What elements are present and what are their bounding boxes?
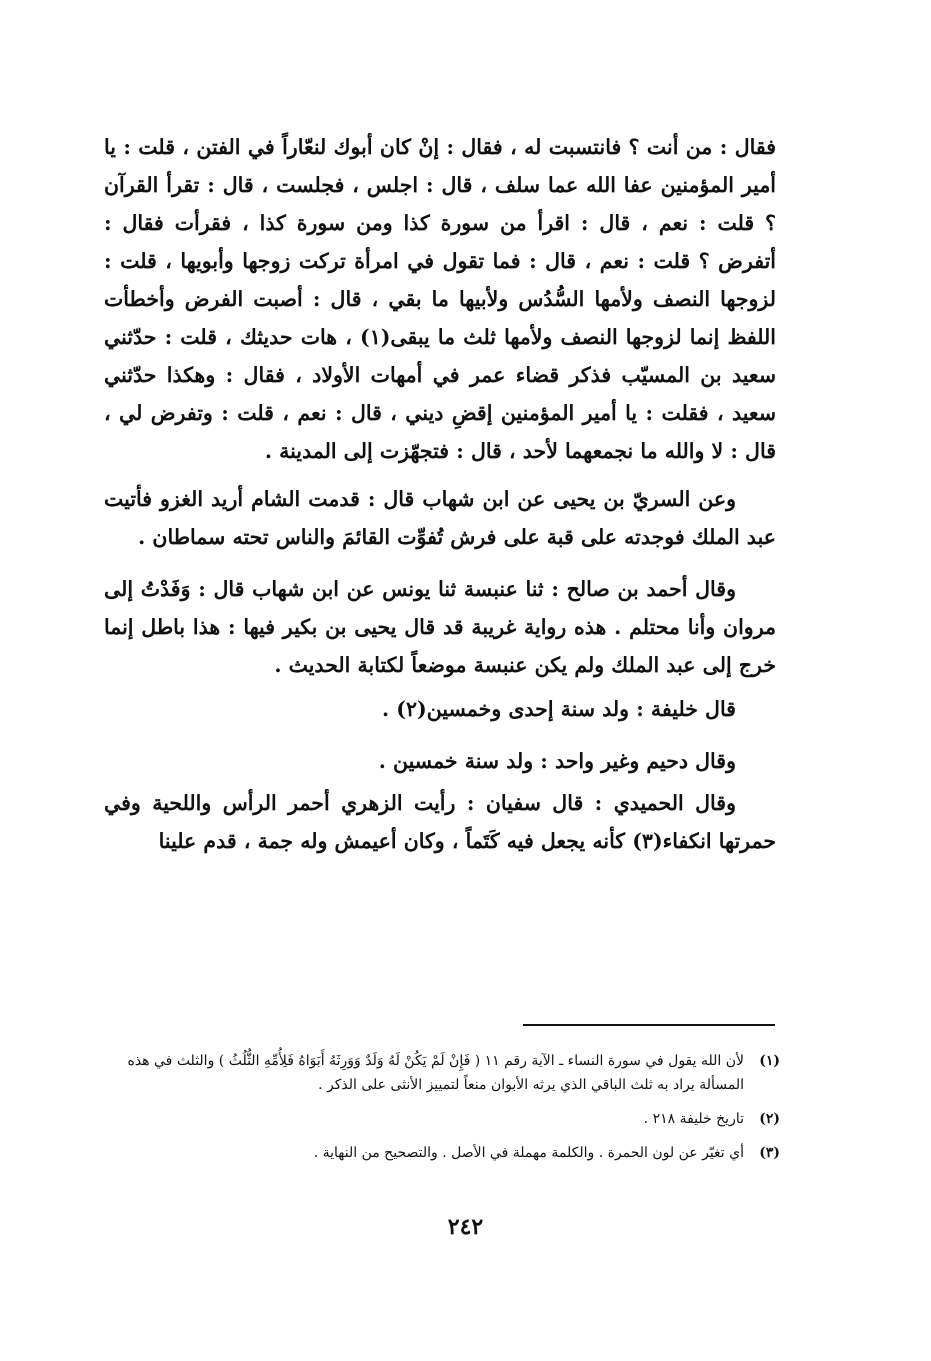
paragraph-3: وقال أحمد بن صالح : ثنا عنبسة ثنا يونس عن ابن شهاب قال : وَفَدْتُ إلى مروان وأنا محتلم . هذه رواية غريبة قد قال يحيى بن بكير فيها : هذا باطل إنما خرج إلى عبد الملك ولم يكن عنبسة موضعاً لكتابة الحديث . (104, 577, 776, 677)
footnote-text: تاريخ خليفة ٢١٨ . (643, 1111, 744, 1127)
footnote-divider (523, 1024, 775, 1026)
footnote-2 (104, 1107, 780, 1131)
footnote-number: (٣) (759, 1145, 780, 1161)
footnotes (104, 1049, 780, 1175)
paragraph-1: فقال : من أنت ؟ فانتسبت له ، فقال : إنْ كان أبوك لنعّاراً في الفتن ، قلت : يا أمير المؤمنين عفا الله عما سلف ، قال : اجلس ، فجلست ، قال : تقرأ القرآن ؟ قلت : نعم ، قال : اقرأ من سورة كذا ومن سورة كذا ، فقرأت فقال : أتفرض ؟ قلت : نعم ، قال : فما تقول في امرأة تركت زوجها وأبويها ، قلت : لزوجها النصف ولأمها السُّدُس ولأبيها ما بقي ، قال : أصبت الفرض وأخطأت اللفظ إنما لزوجها النصف ولأمها ثلث ما يبقى(١) ، هات حديثك ، قلت : حدّثني سعيد بن المسيّب فذكر قضاء عمر في أمهات الأولاد ، فقال : وهكذا حدّثني سعيد ، فقلت : يا أمير المؤمنين إقضِ ديني ، قال : نعم ، قلت : وتفرض لي ، قال : لا والله ما نجمعهما لأحد ، قال : فتجهّزت إلى المدينة . (104, 135, 776, 463)
footnote-text: أي تغيّر عن لون الحمرة . والكلمة مهملة في الأصل . والتصحيح من النهاية . (313, 1145, 744, 1161)
footnote-number: (١) (759, 1053, 780, 1069)
footnote-text: لأن الله يقول في سورة النساء ـ الآية رقم ١١ ( فَإِنْ لَمْ يَكُنْ لَهُ وَلَدٌ وَوَرِثَهُ أَبَوَاهُ فَلِأُمِّهِ الثُّلُثُ ) والثلث في هذه المسألة يراد به ثلث الباقي الذي يرثه الأبوان منعاً لتمييز الأنثى على الذكر . (127, 1053, 744, 1093)
main-text (104, 128, 776, 860)
paragraph-5: وقال دحيم وغير واحد : ولد سنة خمسين . (378, 749, 736, 773)
footnote-3 (104, 1141, 780, 1165)
footnote-1 (104, 1049, 780, 1097)
paragraph-2: وعن السريّ بن يحيى عن ابن شهاب قال : قدمت الشام أريد الغزو فأتيت عبد الملك فوجدته على قبة على فرش تُفوِّت القائمَ والناس تحته سماطان . (104, 487, 776, 549)
footnote-number: (٢) (759, 1111, 780, 1127)
paragraph-4: قال خليفة : ولد سنة إحدى وخمسين(٢) . (382, 697, 736, 721)
page-number: ٢٤٢ (447, 1214, 484, 1240)
paragraph-6: وقال الحميدي : قال سفيان : رأيت الزهري أحمر الرأس واللحية وفي حمرتها انكفاء(٣) كأنه يجعل فيه كَتَماً ، وكان أعيمش وله جمة ، قدم علينا (104, 791, 776, 853)
